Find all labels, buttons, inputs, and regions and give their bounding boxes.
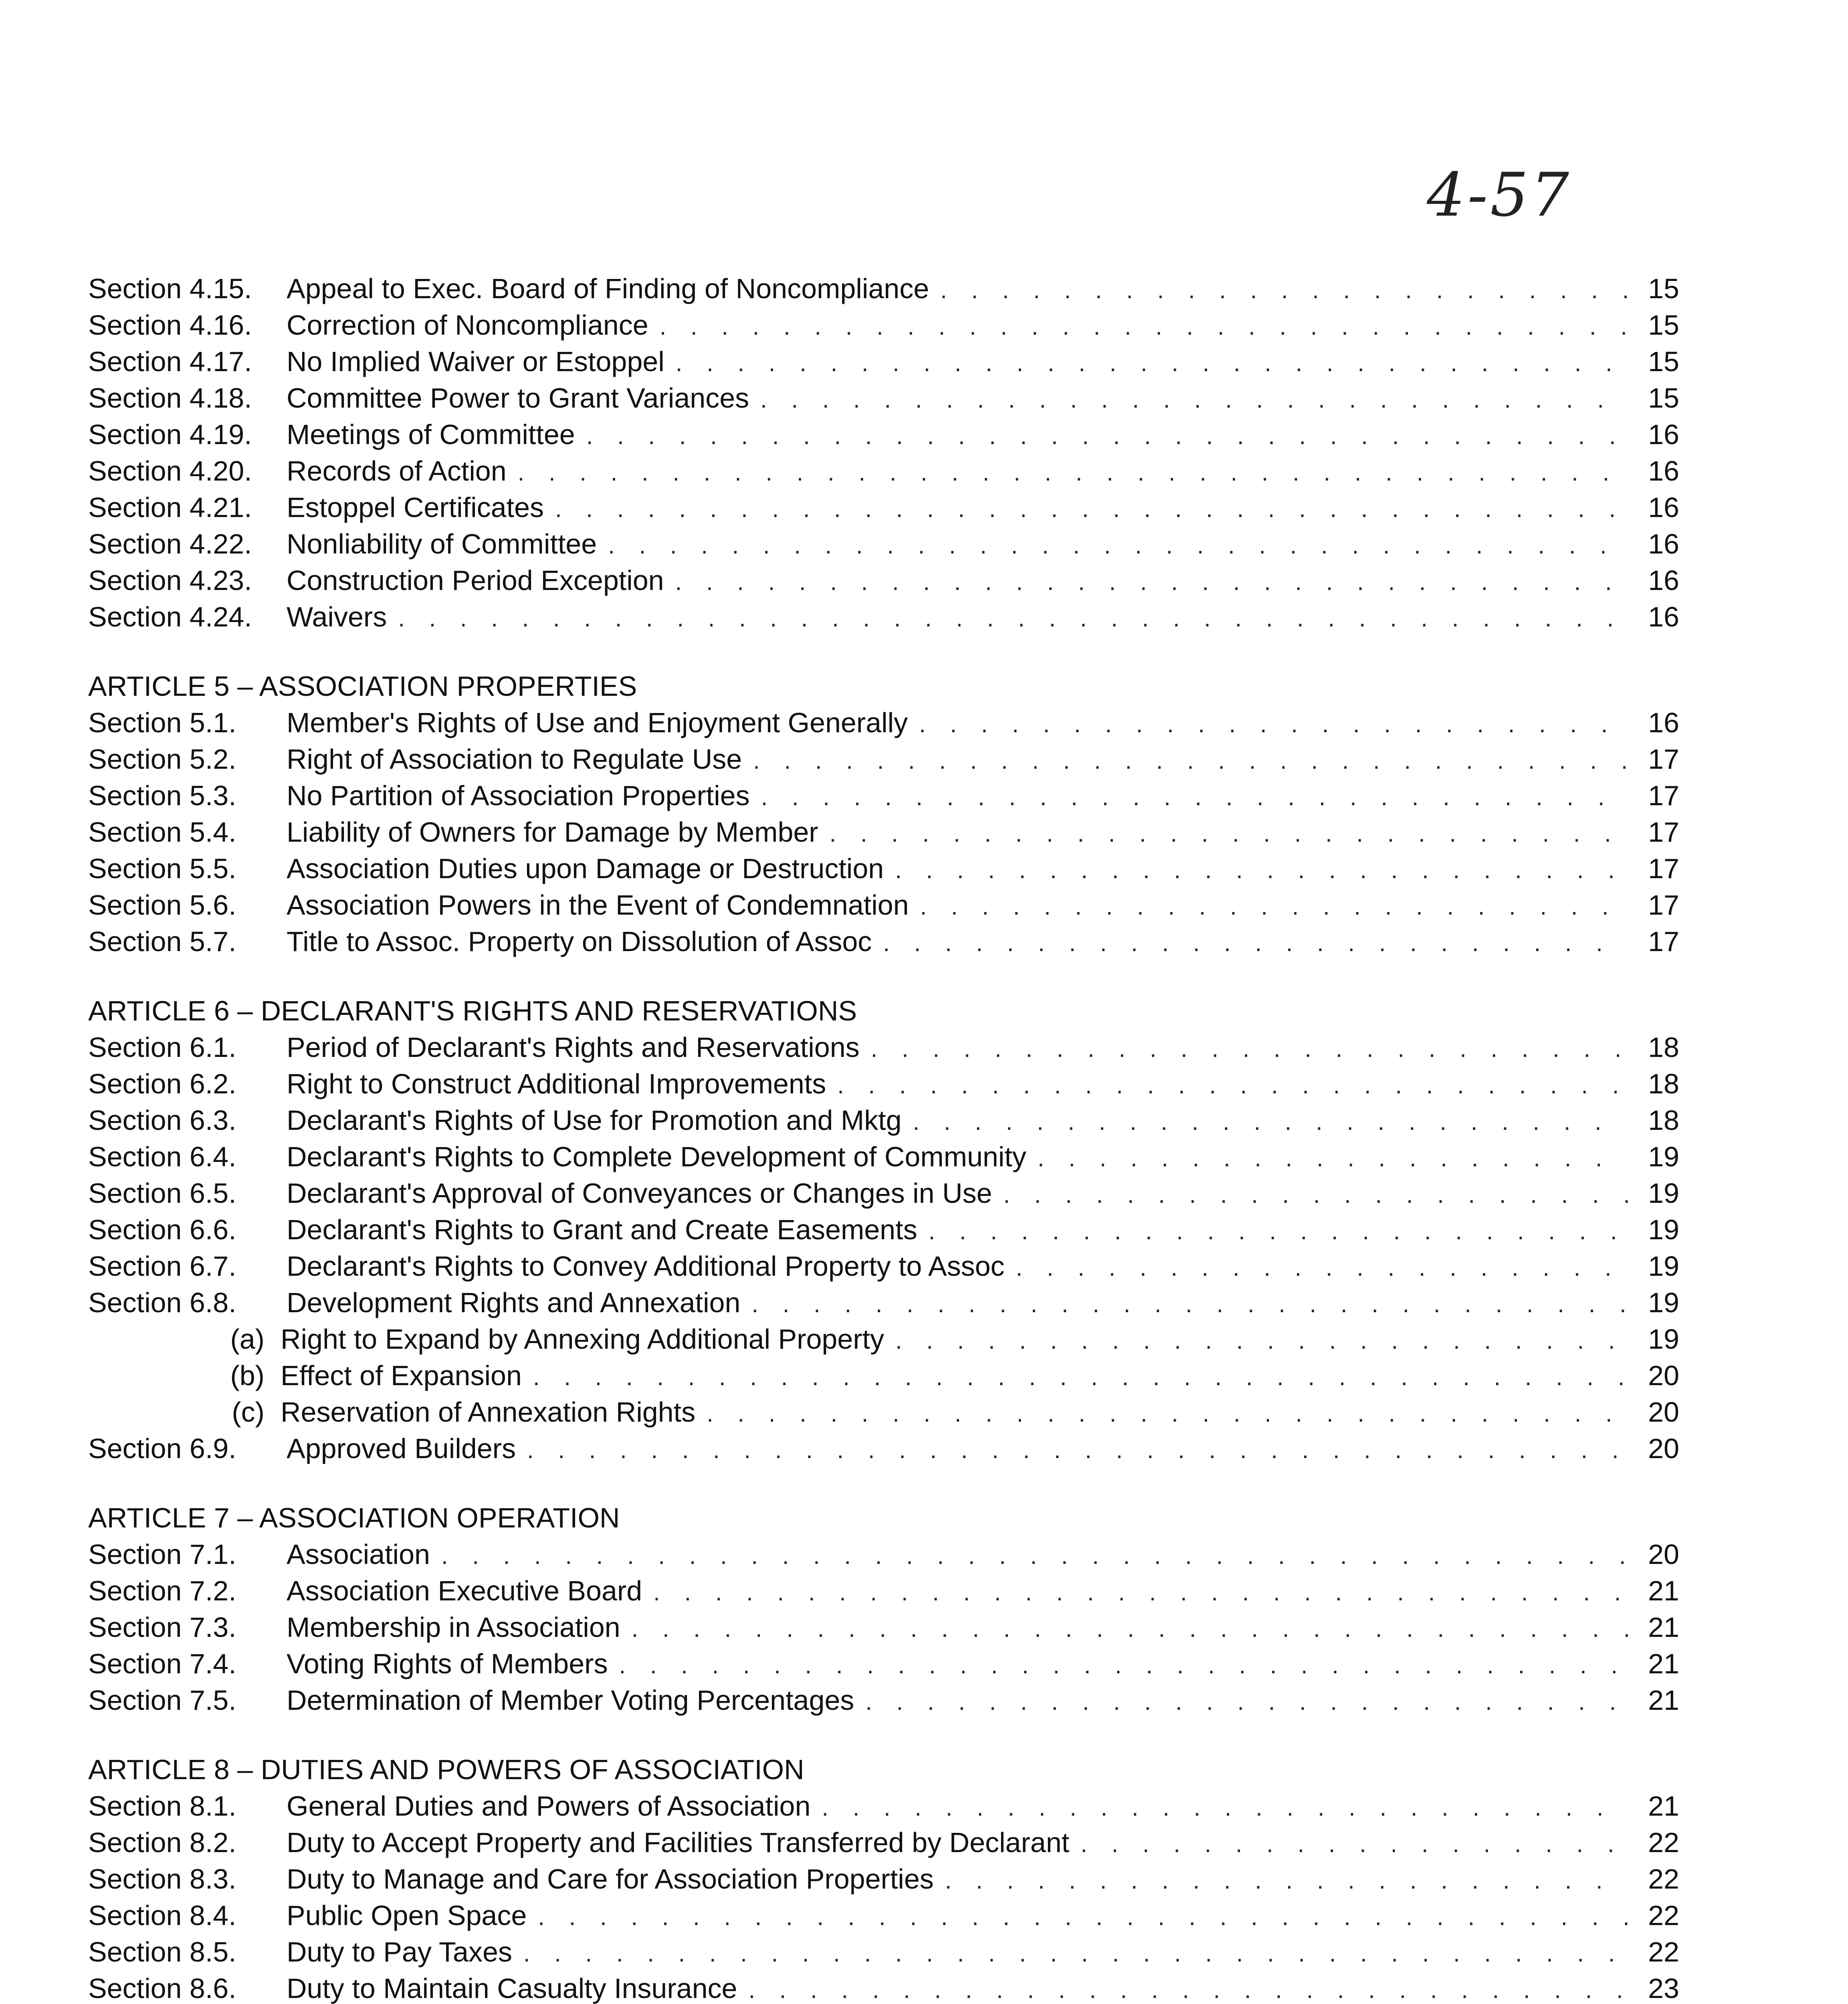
page-reference: 18 — [1648, 1068, 1679, 1099]
dot-leader — [533, 1359, 1628, 1395]
section-number: Section 8.2. — [88, 1827, 236, 1858]
toc-entry — [88, 1212, 1679, 1248]
section-number: Section 8.3. — [88, 1863, 236, 1895]
page-reference: 17 — [1648, 816, 1679, 848]
section-number: Section 8.4. — [88, 1900, 236, 1931]
dot-leader — [920, 888, 1628, 925]
group-spacer — [88, 1719, 1679, 1751]
page-reference: 22 — [1648, 1827, 1679, 1858]
section-title: Association Executive Board — [287, 1575, 642, 1606]
page-reference: 20 — [1648, 1433, 1679, 1464]
toc-entry — [88, 416, 1679, 453]
toc-entry — [88, 1358, 1679, 1394]
page-reference: 19 — [1648, 1141, 1679, 1172]
toc-entry — [88, 887, 1679, 923]
section-title: Appeal to Exec. Board of Finding of Noncompliance — [287, 273, 929, 304]
dot-leader — [761, 779, 1628, 815]
toc-entry — [88, 526, 1679, 562]
section-title: General Duties and Powers of Association — [287, 1790, 811, 1822]
page-reference: 21 — [1648, 1575, 1679, 1606]
section-title: Reservation of Annexation Rights — [281, 1396, 696, 1428]
section-title: Committee Power to Grant Variances — [287, 382, 749, 414]
dot-leader — [929, 1213, 1628, 1249]
dot-leader — [760, 381, 1628, 418]
dot-leader — [753, 742, 1628, 779]
page-reference: 15 — [1648, 346, 1679, 377]
toc-entry — [88, 1139, 1679, 1175]
section-number: Section 7.2. — [88, 1575, 236, 1606]
section-title: No Partition of Association Properties — [287, 780, 750, 811]
group-spacer — [88, 1467, 1679, 1500]
section-number: Section 4.18. — [88, 382, 252, 414]
section-number: Section 7.3. — [88, 1612, 236, 1643]
page-reference: 21 — [1648, 1612, 1679, 1643]
section-number: Section 6.4. — [88, 1141, 236, 1172]
dot-leader — [830, 815, 1628, 852]
article-heading: ARTICLE 7 – ASSOCIATION OPERATION — [88, 1502, 620, 1533]
dot-leader — [523, 1935, 1628, 1972]
section-number: Section 5.2. — [88, 743, 236, 775]
section-title: Duty to Manage and Care for Association Properties — [287, 1863, 934, 1895]
section-number: Section 6.3. — [88, 1105, 236, 1136]
page-reference: 16 — [1648, 455, 1679, 487]
page-reference: 21 — [1648, 1685, 1679, 1716]
section-title: Nonliability of Committee — [287, 528, 597, 560]
section-title: Construction Period Exception — [287, 565, 664, 596]
toc-entry — [88, 1321, 1679, 1358]
toc-entry — [88, 1788, 1679, 1824]
toc-entry — [88, 1029, 1679, 1066]
section-number: Section 7.5. — [88, 1685, 236, 1716]
toc-entry — [88, 1573, 1679, 1609]
dot-leader — [913, 1103, 1628, 1140]
dot-leader — [632, 1610, 1628, 1647]
dot-leader — [518, 454, 1628, 491]
section-number: Section 4.23. — [88, 565, 252, 596]
section-number: Section 4.20. — [88, 455, 252, 487]
section-number: Section 4.19. — [88, 419, 252, 450]
page-reference: 17 — [1648, 780, 1679, 811]
section-number: Section 6.2. — [88, 1068, 236, 1099]
section-title: Member's Rights of Use and Enjoyment Generally — [287, 707, 908, 738]
group-spacer — [88, 635, 1679, 668]
section-title: Right of Association to Regulate Use — [287, 743, 742, 775]
section-title: Association Duties upon Damage or Destruction — [287, 853, 884, 884]
dot-leader — [822, 1789, 1628, 1826]
page-reference: 16 — [1648, 419, 1679, 450]
page-reference: 15 — [1648, 273, 1679, 304]
section-number: Section 8.6. — [88, 1973, 236, 2004]
section-number: Section 4.21. — [88, 492, 252, 523]
page-reference: 19 — [1648, 1250, 1679, 1282]
section-number: Section 8.1. — [88, 1790, 236, 1822]
page-reference: 16 — [1648, 707, 1679, 738]
section-title: Estoppel Certificates — [287, 492, 544, 523]
section-number: Section 8.5. — [88, 1936, 236, 1968]
toc-entry — [88, 1394, 1679, 1430]
section-title: Right to Expand by Annexing Additional Property — [281, 1323, 884, 1355]
page-reference: 15 — [1648, 309, 1679, 341]
subsection-label: (c) — [232, 1396, 265, 1428]
section-number: Section 4.17. — [88, 346, 252, 377]
section-number: Section 4.16. — [88, 309, 252, 341]
section-number: Section 7.4. — [88, 1648, 236, 1679]
subsection-label: (a) — [230, 1323, 265, 1355]
section-number: Section 6.8. — [88, 1287, 236, 1318]
section-title: Development Rights and Annexation — [287, 1287, 741, 1318]
page-reference: 18 — [1648, 1105, 1679, 1136]
dot-leader — [919, 706, 1628, 742]
section-title: Declarant's Rights to Convey Additional Property to Assoc — [287, 1250, 1005, 1282]
page-reference: 17 — [1648, 743, 1679, 775]
toc-entry — [88, 1609, 1679, 1646]
section-title: Duty to Maintain Casualty Insurance — [287, 1973, 737, 2004]
page-reference: 19 — [1648, 1287, 1679, 1318]
page-reference: 20 — [1648, 1396, 1679, 1428]
section-title: Association — [287, 1539, 430, 1570]
dot-leader — [619, 1647, 1628, 1683]
dot-leader — [538, 1899, 1628, 1935]
toc-entry — [88, 1102, 1679, 1139]
table-of-contents — [88, 271, 1679, 2004]
section-title: Period of Declarant's Rights and Reservations — [287, 1032, 860, 1063]
toc-entry — [88, 1430, 1679, 1467]
section-number: Section 6.1. — [88, 1032, 236, 1063]
toc-entry — [88, 705, 1679, 741]
toc-entry — [88, 1970, 1679, 2004]
section-number: Section 5.6. — [88, 889, 236, 921]
section-title: Membership in Association — [287, 1612, 620, 1643]
dot-leader — [945, 1862, 1628, 1899]
toc-entry — [88, 1682, 1679, 1719]
toc-entry — [88, 380, 1679, 416]
section-title: Meetings of Committee — [287, 419, 575, 450]
dot-leader — [871, 1030, 1628, 1067]
toc-entry — [88, 1897, 1679, 1934]
page-reference: 16 — [1648, 601, 1679, 632]
dot-leader — [895, 1322, 1628, 1359]
toc-entry — [88, 307, 1679, 343]
section-title: Voting Rights of Members — [287, 1648, 608, 1679]
dot-leader — [895, 852, 1628, 888]
section-title: Effect of Expansion — [281, 1360, 522, 1391]
section-number: Section 5.5. — [88, 853, 236, 884]
page-reference: 22 — [1648, 1936, 1679, 1968]
toc-entry — [88, 562, 1679, 599]
dot-leader — [748, 1972, 1628, 2004]
section-number: Section 5.3. — [88, 780, 236, 811]
section-title: Determination of Member Voting Percentages — [287, 1685, 854, 1716]
dot-leader — [608, 527, 1628, 564]
toc-entry — [88, 778, 1679, 814]
toc-entry — [88, 343, 1679, 380]
page-reference: 23 — [1648, 1973, 1679, 2004]
section-title: Duty to Pay Taxes — [287, 1936, 512, 1968]
page-reference: 17 — [1648, 853, 1679, 884]
page-reference: 17 — [1648, 926, 1679, 957]
section-title: Approved Builders — [287, 1433, 516, 1464]
toc-entry — [88, 1824, 1679, 1861]
section-number: Section 4.24. — [88, 601, 252, 632]
dot-leader — [653, 1574, 1628, 1610]
dot-leader — [586, 418, 1628, 454]
handwritten-page-mark: 4-57 — [1427, 160, 1571, 230]
page-reference: 20 — [1648, 1539, 1679, 1570]
dot-leader — [707, 1395, 1628, 1432]
section-number: Section 4.15. — [88, 273, 252, 304]
dot-leader — [837, 1067, 1628, 1103]
toc-entry — [88, 741, 1679, 778]
dot-leader — [555, 491, 1628, 527]
dot-leader — [527, 1432, 1628, 1468]
toc-entry — [88, 1646, 1679, 1682]
page-reference: 16 — [1648, 528, 1679, 560]
article-heading: ARTICLE 8 – DUTIES AND POWERS OF ASSOCIATION — [88, 1754, 804, 1785]
section-number: Section 5.7. — [88, 926, 236, 957]
article-heading: ARTICLE 5 – ASSOCIATION PROPERTIES — [88, 671, 637, 702]
page-reference: 15 — [1648, 382, 1679, 414]
dot-leader — [441, 1537, 1628, 1574]
section-title: Correction of Noncompliance — [287, 309, 648, 341]
section-number: Section 5.4. — [88, 816, 236, 848]
dot-leader — [1081, 1826, 1628, 1862]
page-reference: 22 — [1648, 1900, 1679, 1931]
dot-leader — [676, 345, 1628, 381]
toc-entry — [88, 271, 1679, 307]
section-title: Records of Action — [287, 455, 507, 487]
section-title: Declarant's Rights of Use for Promotion and Mktg — [287, 1105, 902, 1136]
dot-leader — [660, 308, 1628, 345]
toc-entry — [88, 599, 1679, 635]
dot-leader — [883, 925, 1628, 961]
section-number: Section 6.9. — [88, 1433, 236, 1464]
page-reference: 19 — [1648, 1214, 1679, 1245]
dot-leader — [865, 1683, 1628, 1720]
section-number: Section 5.1. — [88, 707, 236, 738]
section-title: Declarant's Rights to Grant and Create Easements — [287, 1214, 917, 1245]
toc-entry — [88, 1934, 1679, 1970]
page-reference: 21 — [1648, 1790, 1679, 1822]
page-reference: 16 — [1648, 565, 1679, 596]
toc-entry — [88, 1248, 1679, 1285]
subsection-label: (b) — [230, 1360, 265, 1391]
section-title: Public Open Space — [287, 1900, 527, 1931]
dot-leader — [1003, 1176, 1628, 1213]
section-title: Waivers — [287, 601, 387, 632]
toc-entry — [88, 1285, 1679, 1321]
toc-entry — [88, 1066, 1679, 1102]
section-title: Duty to Accept Property and Facilities Transferred by Declarant — [287, 1827, 1070, 1858]
page-reference: 22 — [1648, 1863, 1679, 1895]
dot-leader — [1038, 1140, 1628, 1176]
page-reference: 21 — [1648, 1648, 1679, 1679]
section-title: Declarant's Rights to Complete Development of Community — [287, 1141, 1026, 1172]
section-title: Association Powers in the Event of Condemnation — [287, 889, 909, 921]
toc-entry — [88, 453, 1679, 489]
toc-entry — [88, 850, 1679, 887]
page-reference: 18 — [1648, 1032, 1679, 1063]
dot-leader — [675, 564, 1628, 600]
section-number: Section 7.1. — [88, 1539, 236, 1570]
dot-leader — [940, 272, 1628, 308]
section-title: Declarant's Approval of Conveyances or Changes in Use — [287, 1178, 992, 1209]
page-reference: 19 — [1648, 1178, 1679, 1209]
section-title: Title to Assoc. Property on Dissolution of Assoc — [287, 926, 872, 957]
page-reference: 17 — [1648, 889, 1679, 921]
group-spacer — [88, 960, 1679, 993]
page-reference: 20 — [1648, 1360, 1679, 1391]
dot-leader — [398, 600, 1628, 636]
section-title: Right to Construct Additional Improvements — [287, 1068, 826, 1099]
section-number: Section 4.22. — [88, 528, 252, 560]
section-title: Liability of Owners for Damage by Member — [287, 816, 818, 848]
toc-entry — [88, 923, 1679, 960]
section-number: Section 6.5. — [88, 1178, 236, 1209]
dot-leader — [751, 1286, 1628, 1322]
toc-entry — [88, 1536, 1679, 1573]
page-reference: 19 — [1648, 1323, 1679, 1355]
toc-entry — [88, 489, 1679, 526]
article-heading: ARTICLE 6 – DECLARANT'S RIGHTS AND RESERVATIONS — [88, 995, 857, 1026]
toc-entry — [88, 814, 1679, 850]
toc-entry — [88, 1861, 1679, 1897]
section-number: Section 6.7. — [88, 1250, 236, 1282]
toc-entry — [88, 1175, 1679, 1212]
section-title: No Implied Waiver or Estoppel — [287, 346, 664, 377]
page-reference: 16 — [1648, 492, 1679, 523]
section-number: Section 6.6. — [88, 1214, 236, 1245]
dot-leader — [1016, 1249, 1628, 1286]
